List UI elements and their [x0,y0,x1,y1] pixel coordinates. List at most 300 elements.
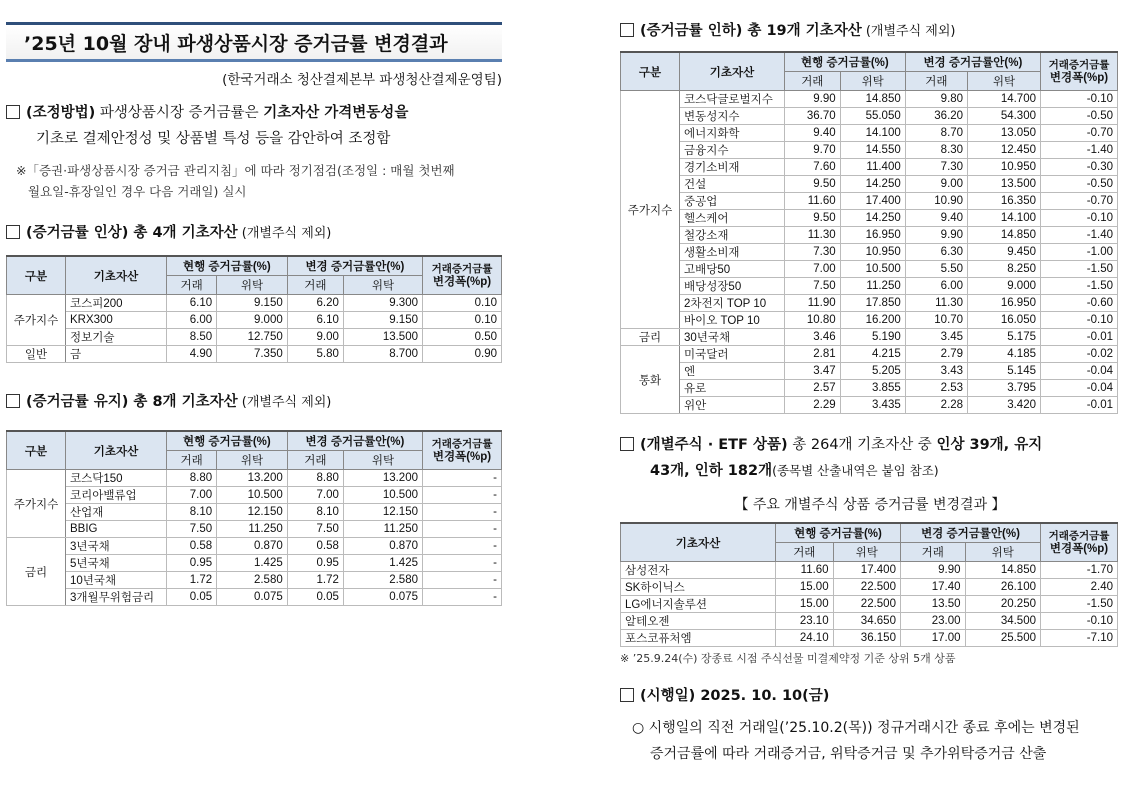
asset-cell: 고배당50 [680,261,785,278]
changed-trade-cell: 9.90 [900,562,965,579]
current-trade-cell: 9.90 [785,91,841,108]
col-header-consign: 위탁 [217,451,288,470]
asset-cell: 코리아밸류업 [66,487,167,504]
delta-cell: -0.04 [1041,363,1118,380]
up-heading [6,220,506,247]
page-subtitle: (한국거래소 청산결제본부 파생청산결제운영팀) [222,72,502,88]
table-row [621,579,1118,596]
changed-trade-cell: 0.05 [287,589,343,606]
changed-trade-cell: 8.10 [287,504,343,521]
current-consign-cell: 10.950 [840,244,905,261]
table-row [7,504,502,521]
changed-consign-cell: 16.050 [968,312,1041,329]
method-text-line2: 기초로 결제안정성 및 상품별 특성 등을 감안하여 조정함 [36,131,391,147]
changed-trade-cell: 9.40 [905,210,967,227]
changed-consign-cell: 16.950 [968,295,1041,312]
category-cell: 주가지수 [7,295,66,346]
method-emphasis: 기초자산 가격변동성을 [263,105,409,121]
asset-cell: 코스닥글로벌지수 [680,91,785,108]
current-consign-cell: 3.855 [840,380,905,397]
col-header-consign: 위탁 [217,276,288,295]
changed-consign-cell: 12.450 [968,142,1041,159]
current-consign-cell: 9.000 [217,312,288,329]
col-header-asset: 기초자산 [66,431,167,470]
changed-consign-cell: 54.300 [968,108,1041,125]
current-consign-cell: 4.215 [840,346,905,363]
current-trade-cell: 7.60 [785,159,841,176]
current-trade-cell: 2.29 [785,397,841,414]
current-trade-cell: 1.72 [167,572,217,589]
changed-trade-cell: 9.80 [905,91,967,108]
current-trade-cell: 9.40 [785,125,841,142]
delta-cell: -0.50 [1041,108,1118,125]
up-heading-count: 총 4개 기초자산 [128,225,238,241]
changed-trade-cell: 17.40 [900,579,965,596]
changed-consign-cell: 10.950 [968,159,1041,176]
delta-cell: -1.00 [1041,244,1118,261]
asset-cell: 미국달러 [680,346,785,363]
current-trade-cell: 9.50 [785,176,841,193]
col-header-changed: 변경 증거금률안(%) [287,256,422,276]
stock-heading-emphasis: 인상 39개, 유지 [936,437,1043,453]
current-trade-cell: 2.81 [785,346,841,363]
table-row [7,589,502,606]
changed-trade-cell: 6.10 [287,312,343,329]
col-header-consign: 위탁 [968,72,1041,91]
checkbox-icon [6,105,20,119]
current-consign-cell: 17.400 [840,193,905,210]
changed-consign-cell: 14.100 [968,210,1041,227]
asset-cell: 에너지화학 [680,125,785,142]
table-row [621,227,1118,244]
current-trade-cell: 8.80 [167,470,217,487]
delta-cell: 0.50 [423,329,502,346]
table-row [621,176,1118,193]
current-trade-cell: 7.00 [785,261,841,278]
delta-cell: -0.30 [1041,159,1118,176]
checkbox-icon [6,394,20,408]
delta-cell: -0.70 [1041,125,1118,142]
current-consign-cell: 14.250 [840,176,905,193]
col-header-changed: 변경 증거금률안(%) [900,523,1040,543]
method-label: (조정방법) [26,105,96,121]
table-row [621,193,1118,210]
col-header-trade: 거래 [776,543,834,562]
current-trade-cell: 2.57 [785,380,841,397]
keep-heading-label: (증거금률 유지) [26,394,129,410]
asset-cell: 생활소비재 [680,244,785,261]
current-consign-cell: 22.500 [833,596,900,613]
current-trade-cell: 36.70 [785,108,841,125]
col-header-current: 현행 증거금률(%) [776,523,901,543]
asset-cell: KRX300 [66,312,167,329]
current-trade-cell: 11.60 [785,193,841,210]
delta-cell: - [423,589,502,606]
current-trade-cell: 7.00 [167,487,217,504]
changed-consign-cell: 5.145 [968,363,1041,380]
current-trade-cell: 0.58 [167,538,217,555]
col-header-changed: 변경 증거금률안(%) [905,52,1040,72]
down-heading-label: (증거금률 인하) [640,23,743,39]
right-column [620,18,1120,767]
effective-text-line2: 증거금률에 따라 거래증거금, 위탁증거금 및 추가위탁증거금 산출 [650,746,1047,762]
col-header-current: 현행 증거금률(%) [167,431,288,451]
up-table [6,255,502,363]
changed-trade-cell: 8.30 [905,142,967,159]
delta-cell: -0.60 [1041,295,1118,312]
stock-heading-text: 총 264개 기초자산 중 [787,437,937,453]
changed-trade-cell: 6.00 [905,278,967,295]
category-cell: 주가지수 [7,470,66,538]
changed-trade-cell: 1.72 [287,572,343,589]
table-row [7,329,502,346]
delta-cell: -1.50 [1041,261,1118,278]
table-row [621,562,1118,579]
changed-trade-cell: 17.00 [900,630,965,647]
col-header-category: 구분 [7,256,66,295]
stock-table-caption: 【 주요 개별주식 상품 증거금률 변경결과 】 [734,497,1006,513]
current-trade-cell: 9.50 [785,210,841,227]
current-consign-cell: 17.400 [833,562,900,579]
delta-cell: -1.50 [1041,596,1118,613]
asset-cell: 엔 [680,363,785,380]
changed-consign-cell: 13.500 [968,176,1041,193]
changed-trade-cell: 11.30 [905,295,967,312]
asset-cell: 배당성장50 [680,278,785,295]
col-header-delta: 거래증거금률 변경폭(%p) [1041,523,1118,562]
current-trade-cell: 9.70 [785,142,841,159]
changed-consign-cell: 0.075 [343,589,422,606]
down-heading-note: (개별주식 제외) [861,24,956,39]
changed-consign-cell: 12.150 [343,504,422,521]
changed-trade-cell: 0.95 [287,555,343,572]
changed-consign-cell: 3.795 [968,380,1041,397]
table-row [7,572,502,589]
current-consign-cell: 5.205 [840,363,905,380]
delta-cell: -1.40 [1041,142,1118,159]
col-header-consign: 위탁 [343,276,422,295]
changed-trade-cell: 13.50 [900,596,965,613]
up-heading-label: (증거금률 인상) [26,225,129,241]
table-row [621,397,1118,414]
delta-cell: -1.70 [1041,562,1118,579]
current-consign-cell: 12.150 [217,504,288,521]
changed-consign-cell: 9.000 [968,278,1041,295]
delta-cell: -0.10 [1041,613,1118,630]
stock-heading-note: (종목별 산출내역은 붙임 참조) [772,463,939,478]
col-header-asset: 기초자산 [680,52,785,91]
col-header-trade: 거래 [785,72,841,91]
current-consign-cell: 14.250 [840,210,905,227]
table-row [621,380,1118,397]
table-row [7,521,502,538]
keep-heading-total: 총 [128,394,153,410]
asset-cell: 삼성전자 [621,562,776,579]
changed-consign-cell: 9.450 [968,244,1041,261]
changed-trade-cell: 23.00 [900,613,965,630]
col-header-consign: 위탁 [965,543,1041,562]
changed-consign-cell: 14.850 [968,227,1041,244]
table-row [621,244,1118,261]
current-consign-cell: 22.500 [833,579,900,596]
asset-cell: SK하이닉스 [621,579,776,596]
delta-cell: -7.10 [1041,630,1118,647]
changed-consign-cell: 8.700 [343,346,422,363]
delta-cell: 0.90 [423,346,502,363]
table-row [621,630,1118,647]
current-trade-cell: 15.00 [776,596,834,613]
col-header-category: 구분 [7,431,66,470]
table-row [7,555,502,572]
current-consign-cell: 9.150 [217,295,288,312]
current-trade-cell: 0.05 [167,589,217,606]
changed-trade-cell: 9.90 [905,227,967,244]
delta-cell: -1.40 [1041,227,1118,244]
current-consign-cell: 0.870 [217,538,288,555]
current-trade-cell: 7.30 [785,244,841,261]
asset-cell: 코스피200 [66,295,167,312]
current-consign-cell: 13.200 [217,470,288,487]
current-consign-cell: 12.750 [217,329,288,346]
current-trade-cell: 8.50 [167,329,217,346]
col-header-trade: 거래 [287,451,343,470]
table-row [621,596,1118,613]
changed-trade-cell: 8.80 [287,470,343,487]
delta-cell: -0.04 [1041,380,1118,397]
changed-trade-cell: 2.28 [905,397,967,414]
changed-consign-cell: 13.500 [343,329,422,346]
asset-cell: 건설 [680,176,785,193]
changed-consign-cell: 13.200 [343,470,422,487]
effective-text-line1: ○ 시행일의 직전 거래일(’25.10.2(목)) 정규거래시간 종료 후에는 변경된 [632,720,1080,736]
method-section [6,100,506,152]
asset-cell: 금융지수 [680,142,785,159]
current-trade-cell: 6.00 [167,312,217,329]
changed-consign-cell: 13.050 [968,125,1041,142]
current-consign-cell: 5.190 [840,329,905,346]
current-trade-cell: 4.90 [167,346,217,363]
table-row [7,312,502,329]
asset-cell: 3개월무위험금리 [66,589,167,606]
current-trade-cell: 0.95 [167,555,217,572]
col-header-delta: 거래증거금률 변경폭(%p) [1041,52,1118,91]
delta-cell: -0.10 [1041,91,1118,108]
col-header-consign: 위탁 [343,451,422,470]
changed-trade-cell: 0.58 [287,538,343,555]
changed-trade-cell: 3.43 [905,363,967,380]
changed-trade-cell: 5.50 [905,261,967,278]
col-header-trade: 거래 [287,276,343,295]
current-consign-cell: 14.850 [840,91,905,108]
stock-heading-label: (개별주식 · ETF 상품) [640,437,788,453]
changed-consign-cell: 16.350 [968,193,1041,210]
changed-trade-cell: 3.45 [905,329,967,346]
asset-cell: 산업재 [66,504,167,521]
table-row [621,142,1118,159]
current-consign-cell: 10.500 [217,487,288,504]
current-trade-cell: 8.10 [167,504,217,521]
delta-cell: 0.10 [423,312,502,329]
category-cell: 금리 [621,329,680,346]
delta-cell: 0.10 [423,295,502,312]
method-note [6,160,506,202]
current-consign-cell: 16.950 [840,227,905,244]
current-consign-cell: 34.650 [833,613,900,630]
asset-cell: 10년국채 [66,572,167,589]
changed-trade-cell: 7.00 [287,487,343,504]
table-row [621,210,1118,227]
table-row [7,470,502,487]
current-trade-cell: 3.46 [785,329,841,346]
asset-cell: 알테오젠 [621,613,776,630]
category-cell: 금리 [7,538,66,606]
col-header-delta: 거래증거금률 변경폭(%p) [423,256,502,295]
keep-heading-note: (개별주식 제외) [237,395,332,410]
asset-cell: BBIG [66,521,167,538]
category-cell: 통화 [621,346,680,414]
changed-trade-cell: 10.70 [905,312,967,329]
asset-cell: 변동성지수 [680,108,785,125]
asset-cell: 코스닥150 [66,470,167,487]
current-consign-cell: 11.400 [840,159,905,176]
delta-cell: -0.50 [1041,176,1118,193]
delta-cell: - [423,521,502,538]
col-header-trade: 거래 [167,276,217,295]
asset-cell: 위안 [680,397,785,414]
changed-trade-cell: 5.80 [287,346,343,363]
current-trade-cell: 10.80 [785,312,841,329]
keep-heading-count: 8개 기초자산 [152,394,238,410]
current-consign-cell: 11.250 [840,278,905,295]
changed-consign-cell: 2.580 [343,572,422,589]
current-consign-cell: 1.425 [217,555,288,572]
delta-cell: -0.01 [1041,397,1118,414]
effective-date: (시행일) 2025. 10. 10(금) [640,688,830,704]
category-cell: 일반 [7,346,66,363]
changed-consign-cell: 10.500 [343,487,422,504]
current-consign-cell: 10.500 [840,261,905,278]
changed-consign-cell: 20.250 [965,596,1041,613]
asset-cell: 철강소재 [680,227,785,244]
current-consign-cell: 55.050 [840,108,905,125]
col-header-asset: 기초자산 [621,523,776,562]
title-banner [6,22,502,62]
changed-trade-cell: 2.53 [905,380,967,397]
keep-table [6,430,502,606]
changed-trade-cell: 7.30 [905,159,967,176]
delta-cell: - [423,470,502,487]
changed-consign-cell: 9.300 [343,295,422,312]
changed-trade-cell: 2.79 [905,346,967,363]
checkbox-icon [620,688,634,702]
current-consign-cell: 2.580 [217,572,288,589]
delta-cell: - [423,572,502,589]
changed-consign-cell: 11.250 [343,521,422,538]
asset-cell: 5년국채 [66,555,167,572]
changed-consign-cell: 34.500 [965,613,1041,630]
changed-trade-cell: 6.20 [287,295,343,312]
page-title: ’25년 10월 장내 파생상품시장 증거금률 변경결과 [24,33,448,55]
changed-consign-cell: 26.100 [965,579,1041,596]
col-header-trade: 거래 [900,543,965,562]
current-trade-cell: 11.90 [785,295,841,312]
changed-trade-cell: 36.20 [905,108,967,125]
delta-cell: -0.02 [1041,346,1118,363]
current-trade-cell: 15.00 [776,579,834,596]
changed-consign-cell: 5.175 [968,329,1041,346]
table-row [621,125,1118,142]
delta-cell: - [423,487,502,504]
asset-cell: 3년국채 [66,538,167,555]
asset-cell: 헬스케어 [680,210,785,227]
delta-cell: 2.40 [1041,579,1118,596]
current-trade-cell: 3.47 [785,363,841,380]
current-trade-cell: 7.50 [167,521,217,538]
asset-cell: 중공업 [680,193,785,210]
down-table [620,51,1118,414]
table-row [7,487,502,504]
current-consign-cell: 14.550 [840,142,905,159]
asset-cell: 바이오 TOP 10 [680,312,785,329]
current-consign-cell: 3.435 [840,397,905,414]
delta-cell: - [423,538,502,555]
asset-cell: 포스코퓨처엠 [621,630,776,647]
changed-consign-cell: 4.185 [968,346,1041,363]
current-trade-cell: 24.10 [776,630,834,647]
table-row [621,108,1118,125]
delta-cell: -0.10 [1041,312,1118,329]
asset-cell: 경기소비재 [680,159,785,176]
stock-heading [620,432,1120,484]
table-row [7,346,502,363]
changed-trade-cell: 10.90 [905,193,967,210]
stock-heading-emphasis-2: 43개, 인하 182개 [650,463,773,479]
changed-consign-cell: 9.150 [343,312,422,329]
checkbox-icon [620,437,634,451]
current-consign-cell: 16.200 [840,312,905,329]
current-consign-cell: 11.250 [217,521,288,538]
asset-cell: LG에너지솔루션 [621,596,776,613]
left-column [6,22,506,606]
col-header-consign: 위탁 [833,543,900,562]
current-consign-cell: 14.100 [840,125,905,142]
asset-cell: 30년국채 [680,329,785,346]
method-text: 파생상품시장 증거금률은 [99,105,264,121]
delta-cell: -0.01 [1041,329,1118,346]
current-trade-cell: 7.50 [785,278,841,295]
down-heading-count: 총 19개 기초자산 [742,23,862,39]
table-row [621,312,1118,329]
table-row [621,346,1118,363]
changed-consign-cell: 1.425 [343,555,422,572]
current-consign-cell: 7.350 [217,346,288,363]
current-consign-cell: 0.075 [217,589,288,606]
stock-note: ※ ’25.9.24(수) 장종료 시점 주식선물 미결제약정 기준 상위 5개 상품 [620,652,956,665]
table-row [621,329,1118,346]
current-trade-cell: 11.30 [785,227,841,244]
delta-cell: -0.10 [1041,210,1118,227]
asset-cell: 정보기술 [66,329,167,346]
changed-consign-cell: 25.500 [965,630,1041,647]
checkbox-icon [620,23,634,37]
up-heading-note: (개별주식 제외) [237,226,332,241]
category-cell: 주가지수 [621,91,680,329]
table-row [621,363,1118,380]
col-header-delta: 거래증거금률 변경폭(%p) [423,431,502,470]
col-header-category: 구분 [621,52,680,91]
col-header-consign: 위탁 [840,72,905,91]
delta-cell: -1.50 [1041,278,1118,295]
